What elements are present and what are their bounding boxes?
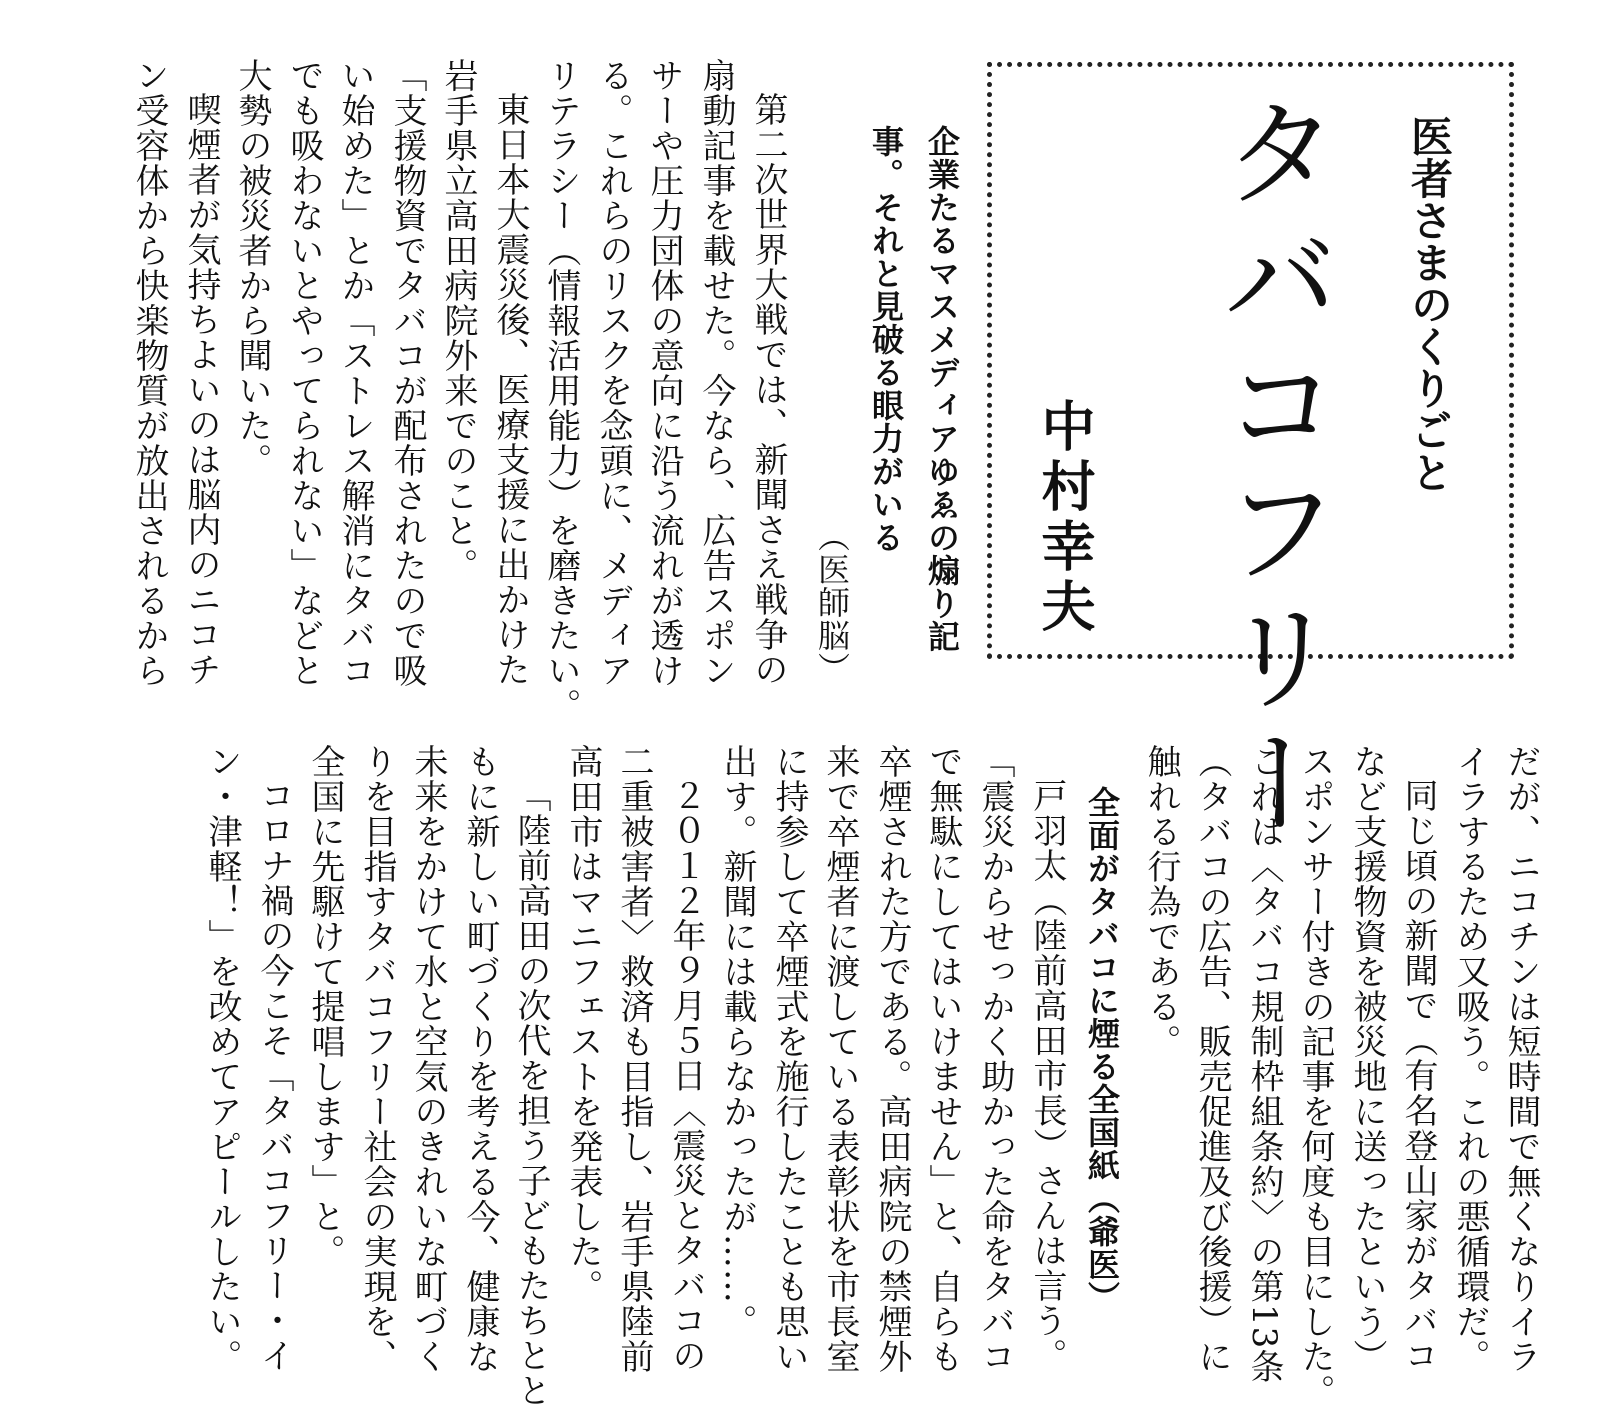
text-column: （タバコの広告、販売促進及び後援）に	[1192, 744, 1232, 1374]
text-column: 同じ頃の新聞で（有名登山家がタバコ	[1398, 778, 1438, 1373]
text-column: りを目指すタバコフリー社会の実現を、	[357, 744, 397, 1374]
text-column: サーや圧力団体の意向に沿う流れが透け	[644, 58, 684, 688]
text-column: 「支援物資でタバコが配布されたので吸	[387, 58, 427, 688]
text-column: 岩手県立高田病院外来でのこと。	[438, 58, 478, 583]
text-column: コロナ禍の今こそ「タバコフリー・イ	[254, 778, 294, 1373]
text-column: 第二次世界大戦では、新聞さえ戦争の	[748, 92, 788, 687]
text-column: 東日本大震災後、医療支援に出かけた	[490, 92, 530, 687]
text-column: 卒煙された方である。高田病院の禁煙外	[872, 744, 912, 1374]
text-column: 出す。新聞には載らなかったが……。	[717, 744, 757, 1339]
text-column: 「陸前高田の次代を担う子どもたちとと	[511, 778, 551, 1408]
text-column: 扇動記事を載せた。今なら、広告スポン	[696, 58, 736, 688]
text-column: 来で卒煙者に渡している表彰状を市長室	[820, 744, 860, 1374]
text-column: 喫煙者が気持ちよいのは脳内のニコチ	[181, 92, 221, 687]
text-column: など支援物資を被災地に送ったという）	[1347, 744, 1387, 1374]
text-column: 二重被害者〉救済も目指し、岩手県陸前	[614, 744, 654, 1374]
text-column: 触れる行為である。	[1141, 744, 1181, 1059]
text-column: これは〈タバコ規制枠組条約〉の第13条	[1244, 744, 1284, 1385]
text-column: ン受容体から快楽物質が放出されるから	[129, 58, 169, 688]
text-column: もに新しい町づくりを考える今、健康な	[460, 744, 500, 1374]
text-column: でも吸わないとやってられない」などと	[284, 58, 324, 688]
text-column: イラするため又吸う。これの悪循環だ。	[1450, 744, 1490, 1374]
text-column: い始めた」とか「ストレス解消にタバコ	[335, 58, 375, 688]
text-column: で無駄にしてはいけません」と、自らも	[923, 744, 963, 1374]
text-column: に持参して卒煙式を施行したことも思い	[769, 744, 809, 1374]
text-column: 未来をかけて水と空気のきれいな町づく	[408, 744, 448, 1374]
lead-line-2: 事。それと見破る眼力がいる	[867, 125, 905, 554]
text-column: だが、ニコチンは短時間で無くなりイラ	[1501, 744, 1541, 1374]
text-column: 戸羽太（陸前高田市長）さんは言う。	[1027, 778, 1067, 1373]
author-name: 中村幸夫	[1033, 398, 1097, 638]
article-title: タバコフリー	[1202, 92, 1340, 848]
lead-line-1: 企業たるマスメディアゆゑの煽り記	[923, 125, 961, 653]
text-column: スポンサー付きの記事を何度も目にした。	[1295, 744, 1335, 1409]
lead-note: （医師脳）	[813, 520, 851, 685]
text-column: リテラシー（情報活用能力）を磨きたい。	[541, 58, 581, 723]
text-column: ン・津軽！」を改めてアピールしたい。	[202, 744, 242, 1374]
text-column: 「震災からせっかく助かった命をタバコ	[975, 744, 1015, 1374]
text-column: 高田市はマニフェストを発表した。	[563, 744, 603, 1304]
series-title: 医者さまのくりごと	[1405, 115, 1454, 493]
text-column: る。これらのリスクを念頭に、メディア	[593, 58, 633, 688]
text-column: 大勢の被災者から聞いた。	[232, 58, 272, 478]
text-column: ２０１２年９月５日〈震災とタバコの	[666, 778, 706, 1373]
text-column: 全国に先駆けて提唱します」と。	[305, 744, 345, 1269]
section-heading: 全面がタバコに煙る全国紙（爺医）	[1083, 786, 1121, 1314]
